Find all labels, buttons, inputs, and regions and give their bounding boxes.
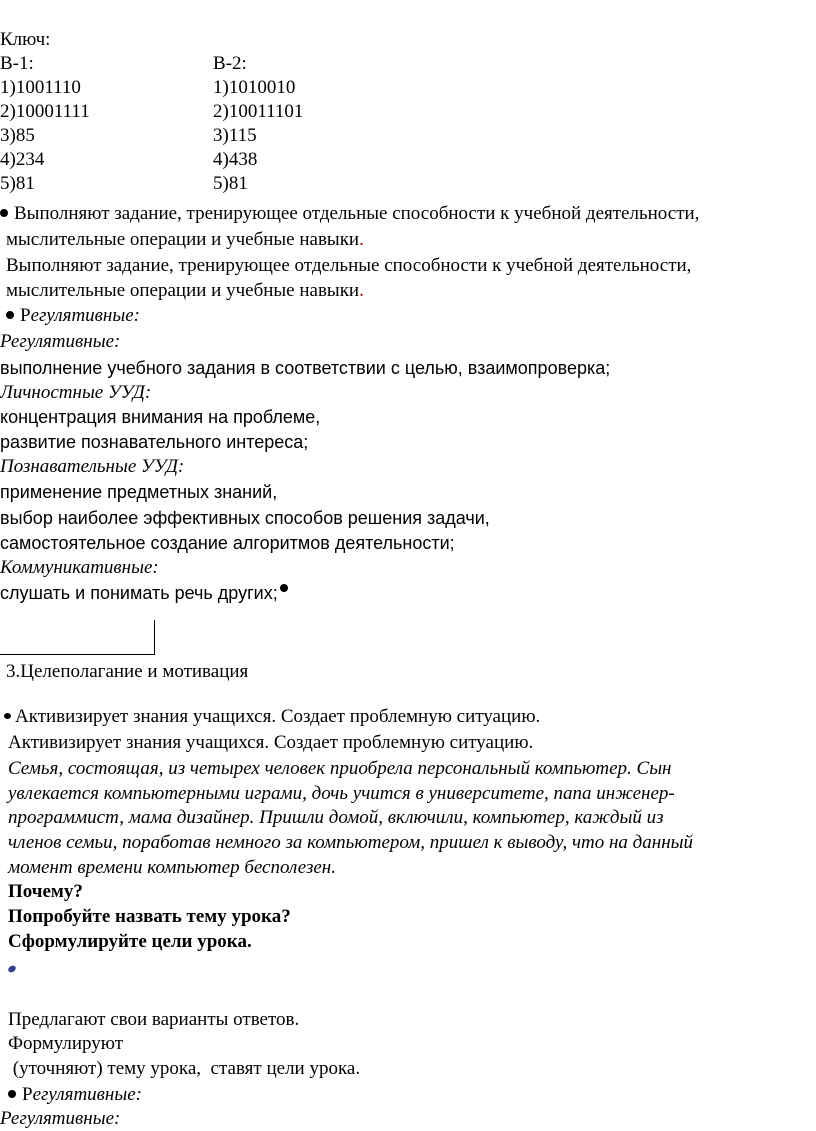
- variant-2-answer: 1)1010010: [213, 77, 296, 98]
- cognitive-item: применение предметных знаний,: [0, 482, 278, 502]
- activate-line: [4, 705, 540, 729]
- blue-bullet-line: [8, 955, 16, 979]
- variant-2-column: [213, 52, 303, 196]
- regulative-rest: егулятивные:: [32, 1084, 142, 1105]
- section-title: 3.Целеполагание и мотивация: [6, 661, 249, 682]
- variant-1-answer: 3)85: [0, 125, 35, 146]
- table-border-horizontal: [0, 654, 155, 655]
- student-line: (уточняют) тему урока, ставят цели урока.: [8, 1058, 361, 1079]
- regulative-initial: Р: [20, 305, 31, 326]
- problem-line: момент времени компьютер бесполезен.: [8, 857, 336, 878]
- bullet-icon: [280, 584, 288, 592]
- problem-line: увлекается компьютерными играми, дочь учится в университете, папа инженер-: [8, 783, 675, 804]
- regulative-heading: [6, 304, 140, 328]
- cognitive-item: выбор наиболее эффективных способов решения задачи,: [0, 508, 490, 528]
- variant-2-answer: 2)10011101: [213, 101, 304, 122]
- task-line-2-repeat: [6, 279, 364, 303]
- period: .: [359, 229, 364, 250]
- variant-2-answer: 5)81: [213, 173, 248, 194]
- bullet-icon: [7, 964, 17, 973]
- table-border-vertical: [154, 620, 155, 655]
- activate-line-repeat: Активизирует знания учащихся. Создает проблемную ситуацию.: [8, 732, 534, 753]
- task-line-1-repeat: Выполняют задание, тренирующее отдельные способности к учебной деятельности,: [6, 255, 692, 276]
- regulative-label: Регулятивные:: [0, 331, 121, 352]
- period: .: [359, 280, 364, 301]
- bullet-icon: [4, 713, 11, 719]
- bullet-icon: [8, 1090, 16, 1098]
- question: Попробуйте назвать тему урока?: [8, 906, 291, 927]
- communicative-text: [0, 581, 294, 605]
- task-text: мыслительные операции и учебные навыки: [6, 280, 360, 301]
- bullet-icon: [6, 311, 14, 319]
- cognitive-label: Познавательные УУД:: [0, 456, 185, 477]
- variant-2-answer: 3)115: [213, 125, 257, 146]
- task-line-2: [6, 228, 364, 252]
- regulative-text: выполнение учебного задания в соответствии с целью, взаимопроверка;: [0, 358, 611, 378]
- variant-1-answer: 1)1001110: [0, 77, 81, 98]
- communicative-text-value: слушать и понимать речь других;: [0, 583, 278, 603]
- problem-line: Семья, состоящая, из четырех человек приобрела персональный компьютер. Сын: [8, 758, 672, 779]
- question: Сформулируйте цели урока.: [8, 931, 252, 952]
- regulative-initial: Р: [22, 1084, 33, 1105]
- question: Почему?: [8, 881, 83, 902]
- problem-line: программист, мама дизайнер. Пришли домой, включили, компьютер, каждый из: [8, 807, 664, 828]
- task-line-1: [0, 202, 699, 226]
- problem-line: членов семьи, поработав немного за компьютером, пришел к выводу, что на данный: [8, 832, 694, 853]
- variant-1-answer: 5)81: [0, 173, 35, 194]
- personal-label: Личностные УУД:: [0, 382, 152, 403]
- communicative-label: Коммуникативные:: [0, 557, 159, 578]
- bullet-icon: [0, 209, 8, 217]
- variant-2-label: В-2:: [213, 53, 247, 74]
- regulative-heading-2: [8, 1083, 142, 1107]
- personal-item: концентрация внимания на проблеме,: [0, 407, 321, 427]
- student-line: Формулируют: [8, 1033, 124, 1054]
- variant-1-column: [0, 52, 90, 196]
- key-title: Ключ:: [0, 29, 51, 50]
- regulative-label-2: Регулятивные:: [0, 1108, 121, 1129]
- student-line: Предлагают свои варианты ответов.: [8, 1009, 300, 1030]
- personal-item: развитие познавательного интереса;: [0, 432, 309, 452]
- cognitive-item: самостоятельное создание алгоритмов деятельности;: [0, 533, 455, 553]
- task-text: Выполняют задание, тренирующее отдельные способности к учебной деятельности,: [14, 203, 700, 224]
- variant-2-answer: 4)438: [213, 149, 258, 170]
- variant-1-answer: 4)234: [0, 149, 45, 170]
- variant-1-label: В-1:: [0, 53, 34, 74]
- activate-text: Активизирует знания учащихся. Создает проблемную ситуацию.: [15, 706, 541, 727]
- regulative-rest: егулятивные:: [30, 305, 140, 326]
- variant-1-answer: 2)10001111: [0, 101, 90, 122]
- task-text: мыслительные операции и учебные навыки: [6, 229, 360, 250]
